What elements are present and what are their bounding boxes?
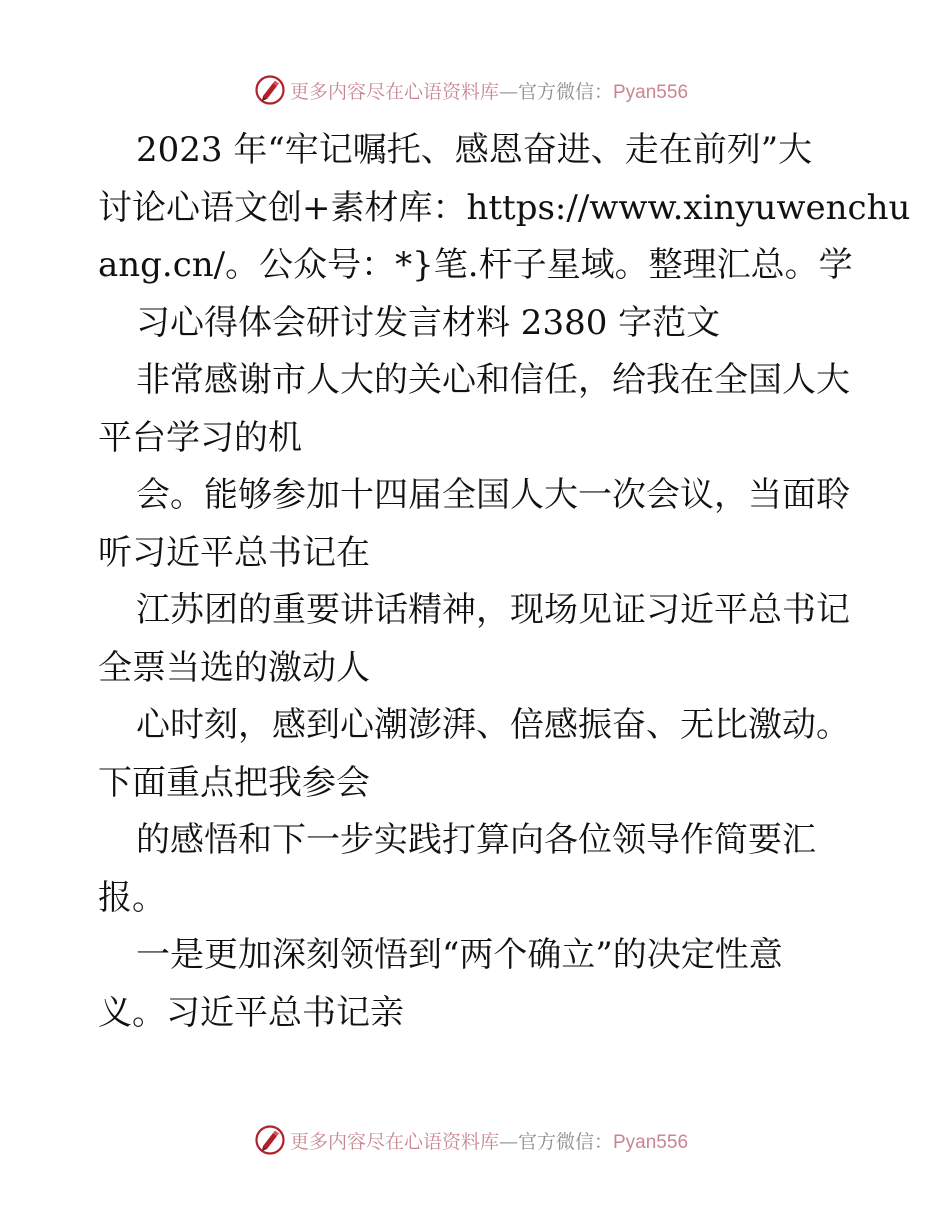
banner-dash: — (498, 80, 518, 103)
paragraph-3 (98, 582, 858, 697)
footer-wechat-id: Pyan556 (613, 1131, 689, 1153)
pen-logo-icon (254, 1124, 286, 1156)
document-body (98, 122, 911, 1042)
title-line-2: 讨论心语文创+素材库：https://www.xinyuwenchu (98, 187, 911, 228)
footer-dash: — (498, 1130, 518, 1153)
banner-wechat-label: 官方微信： (517, 80, 613, 103)
footer-site-text: 更多内容尽在心语资料库 (289, 1130, 499, 1153)
paragraph-4-line-2: 下面重点把我参会 (98, 762, 370, 803)
banner-text (290, 77, 688, 104)
paragraph-2-line-1: 会。能够参加十四届全国人大一次会议，当面聆 (136, 475, 850, 515)
banner-wechat-id: Pyan556 (613, 81, 689, 103)
paragraph-1-line-1: 非常感谢市人大的关心和信任，给我在全国人大 (136, 360, 850, 400)
paragraph-2 (98, 467, 858, 582)
footer-banner-text (290, 1127, 688, 1154)
title-line-1: 2023 年“牢记嘱托、感恩奋进、走在前列”大 (136, 130, 813, 170)
title-line-3: ang.cn/。公众号：*}笔.杆子星域。整理汇总。学 (98, 245, 853, 285)
paragraph-2-line-2: 听习近平总书记在 (98, 532, 370, 573)
banner-site-text: 更多内容尽在心语资料库 (289, 80, 499, 103)
paragraph-1 (98, 352, 858, 467)
footer-banner (254, 1124, 688, 1156)
paragraph-4 (98, 697, 858, 812)
page-footer-banner (0, 1118, 950, 1162)
paragraph-3-line-2: 全票当选的激动人 (98, 647, 370, 688)
paragraph-6 (98, 927, 858, 1042)
paragraph-6-line-2: 义。习近平总书记亲 (98, 992, 404, 1033)
paragraph-5 (98, 812, 858, 927)
paragraph-4-line-1: 心时刻，感到心潮澎湃、倍感振奋、无比激动。 (136, 705, 850, 745)
banner (254, 74, 688, 106)
page-header-banner (0, 68, 950, 112)
pen-logo-icon (254, 74, 286, 106)
paragraph-5-line-1: 的感悟和下一步实践打算向各位领导作简要汇 (136, 820, 816, 860)
title-line-4: 习心得体会研讨发言材料 2380 字范文 (136, 302, 721, 343)
document-title (98, 122, 911, 352)
paragraph-5-line-2: 报。 (98, 877, 166, 918)
paragraph-3-line-1: 江苏团的重要讲话精神，现场见证习近平总书记 (136, 590, 850, 630)
paragraph-1-line-2: 平台学习的机 (98, 417, 302, 458)
paragraph-6-line-1: 一是更加深刻领悟到“两个确立”的决定性意 (136, 935, 783, 975)
footer-wechat-label: 官方微信： (517, 1130, 613, 1153)
